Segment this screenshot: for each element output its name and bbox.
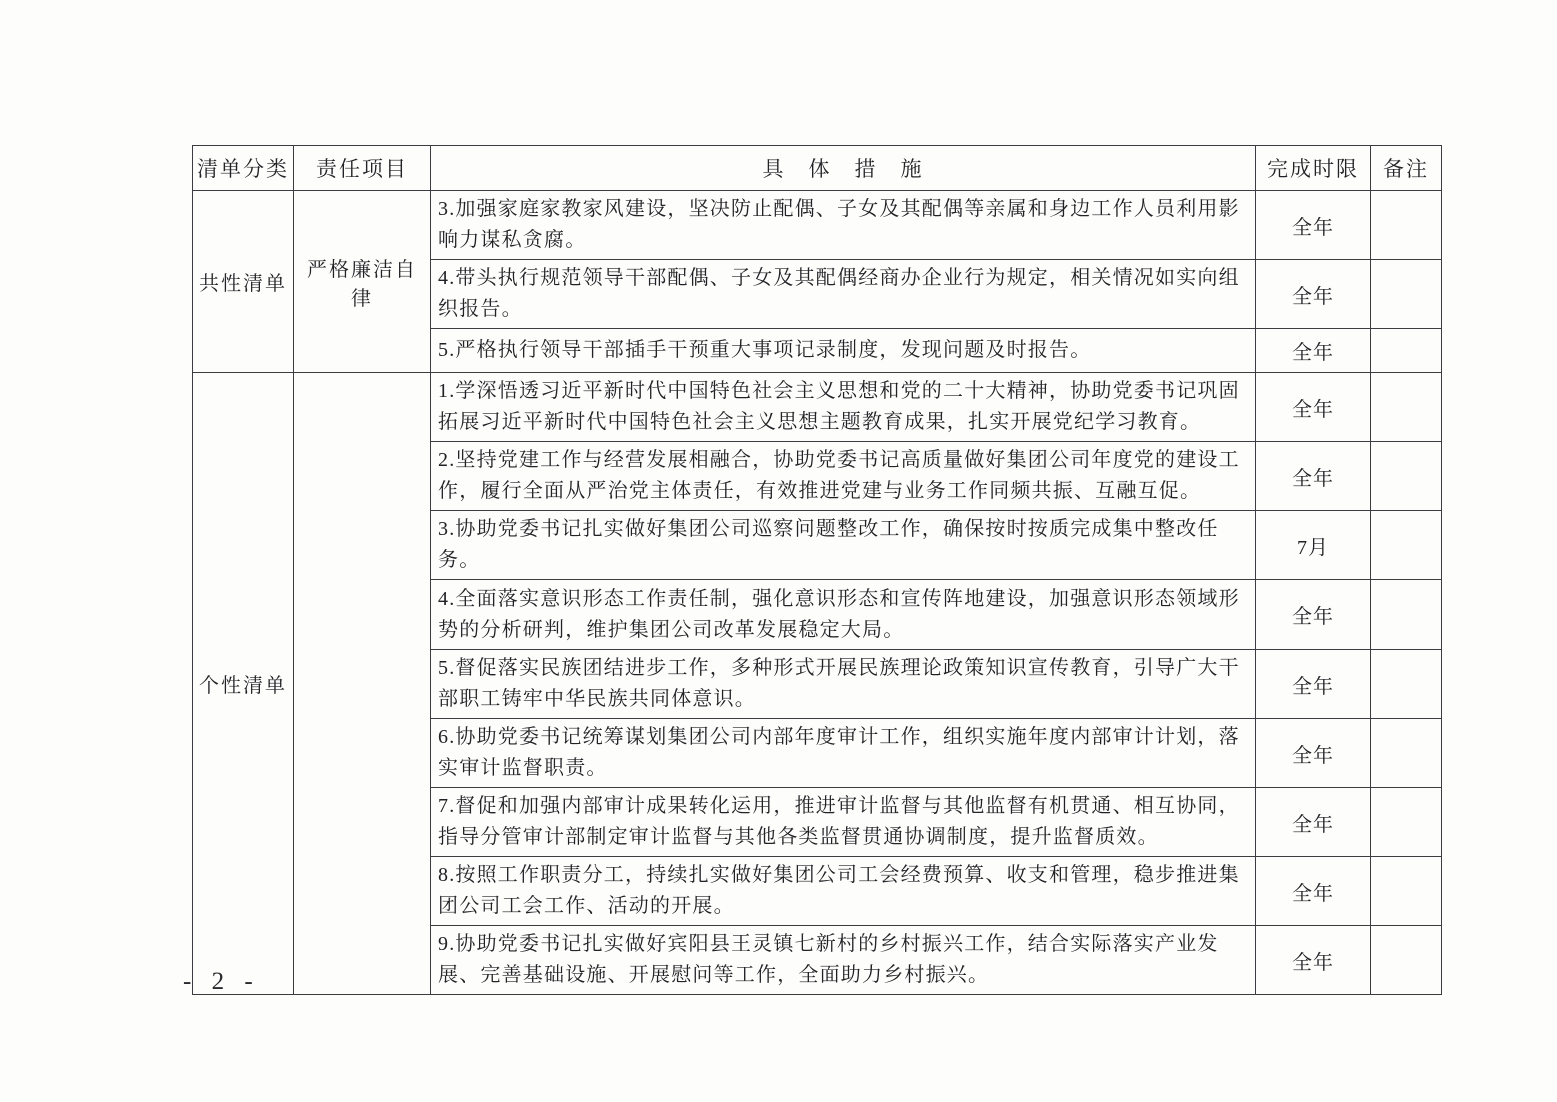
responsibility-list-table xyxy=(192,145,1442,995)
deadline-cell: 全年 xyxy=(1256,329,1371,373)
project-cell-integrity: 严格廉洁自律 xyxy=(294,191,431,373)
measure-cell: 6.协助党委书记统筹谋划集团公司内部年度审计工作，组织实施年度内部审计计划，落实审计监督职责。 xyxy=(431,719,1256,788)
measure-cell: 9.协助党委书记扎实做好宾阳县王灵镇七新村的乡村振兴工作，结合实际落实产业发展、完善基础设施、开展慰问等工作，全面助力乡村振兴。 xyxy=(431,926,1256,995)
measure-cell: 1.学深悟透习近平新时代中国特色社会主义思想和党的二十大精神，协助党委书记巩固拓展习近平新时代中国特色社会主义思想主题教育成果，扎实开展党纪学习教育。 xyxy=(431,373,1256,442)
remark-cell xyxy=(1371,580,1442,650)
deadline-cell: 全年 xyxy=(1256,260,1371,329)
table-header-row xyxy=(193,146,1442,191)
category-cell-common: 共性清单 xyxy=(193,191,294,373)
measure-cell: 5.督促落实民族团结进步工作，多种形式开展民族理论政策知识宣传教育，引导广大干部职工铸牢中华民族共同体意识。 xyxy=(431,650,1256,719)
deadline-cell: 全年 xyxy=(1256,191,1371,260)
table-row xyxy=(193,373,1442,442)
deadline-cell: 全年 xyxy=(1256,442,1371,511)
remark-cell xyxy=(1371,191,1442,260)
measure-cell: 4.全面落实意识形态工作责任制，强化意识形态和宣传阵地建设，加强意识形态领域形势的分析研判，维护集团公司改革发展稳定大局。 xyxy=(431,580,1256,650)
deadline-cell: 全年 xyxy=(1256,857,1371,926)
remark-cell xyxy=(1371,926,1442,995)
remark-cell xyxy=(1371,719,1442,788)
remark-cell xyxy=(1371,511,1442,580)
measure-cell: 3.加强家庭家教家风建设，坚决防止配偶、子女及其配偶等亲属和身边工作人员利用影响力谋私贪腐。 xyxy=(431,191,1256,260)
deadline-cell: 全年 xyxy=(1256,926,1371,995)
deadline-cell: 全年 xyxy=(1256,373,1371,442)
deadline-cell: 全年 xyxy=(1256,580,1371,650)
category-cell-individual: 个性清单 xyxy=(193,373,294,995)
remark-cell xyxy=(1371,788,1442,857)
deadline-cell: 全年 xyxy=(1256,650,1371,719)
remark-cell xyxy=(1371,650,1442,719)
remark-cell xyxy=(1371,373,1442,442)
header-project: 责任项目 xyxy=(294,146,431,191)
page-number: - 2 - xyxy=(183,968,260,995)
remark-cell xyxy=(1371,329,1442,373)
header-remark: 备注 xyxy=(1371,146,1442,191)
measure-cell: 4.带头执行规范领导干部配偶、子女及其配偶经商办企业行为规定，相关情况如实向组织报告。 xyxy=(431,260,1256,329)
measure-cell: 2.坚持党建工作与经营发展相融合，协助党委书记高质量做好集团公司年度党的建设工作，履行全面从严治党主体责任，有效推进党建与业务工作同频共振、互融互促。 xyxy=(431,442,1256,511)
header-measures: 具 体 措 施 xyxy=(431,146,1256,191)
remark-cell xyxy=(1371,442,1442,511)
measure-cell: 8.按照工作职责分工，持续扎实做好集团公司工会经费预算、收支和管理，稳步推进集团公司工会工作、活动的开展。 xyxy=(431,857,1256,926)
remark-cell xyxy=(1371,857,1442,926)
deadline-cell: 全年 xyxy=(1256,788,1371,857)
deadline-cell: 7月 xyxy=(1256,511,1371,580)
deadline-cell: 全年 xyxy=(1256,719,1371,788)
measure-cell: 5.严格执行领导干部插手干预重大事项记录制度，发现问题及时报告。 xyxy=(431,329,1256,373)
table-row xyxy=(193,191,1442,260)
project-cell-empty xyxy=(294,373,431,995)
measure-cell: 3.协助党委书记扎实做好集团公司巡察问题整改工作，确保按时按质完成集中整改任务。 xyxy=(431,511,1256,580)
remark-cell xyxy=(1371,260,1442,329)
measure-cell: 7.督促和加强内部审计成果转化运用，推进审计监督与其他监督有机贯通、相互协同，指导分管审计部制定审计监督与其他各类监督贯通协调制度，提升监督质效。 xyxy=(431,788,1256,857)
header-deadline: 完成时限 xyxy=(1256,146,1371,191)
header-category: 清单分类 xyxy=(193,146,294,191)
